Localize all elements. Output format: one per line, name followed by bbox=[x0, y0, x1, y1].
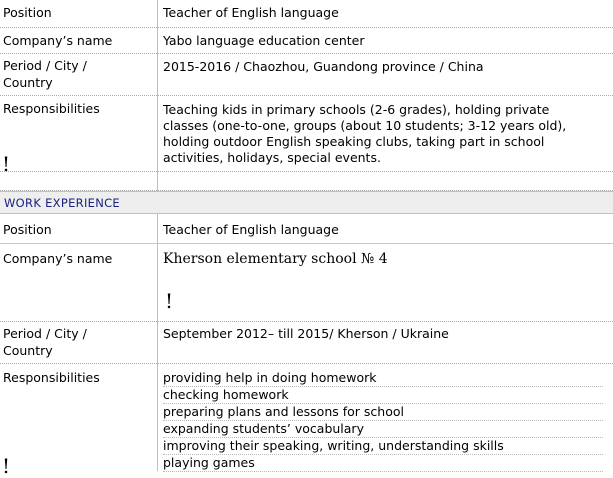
company-label: Company’s name bbox=[3, 251, 113, 266]
company-value: Kherson elementary school № 4 bbox=[163, 251, 388, 267]
period-label-line1: Period / City / bbox=[3, 58, 87, 73]
position-value: Teacher of English language bbox=[163, 222, 339, 237]
responsibilities-label: Responsibilities bbox=[3, 370, 100, 385]
period-label-line1: Period / City / bbox=[3, 326, 87, 341]
table-row bbox=[0, 54, 613, 96]
table-row bbox=[0, 0, 613, 28]
period-label-line2: Country bbox=[3, 75, 53, 90]
responsibility-line: holding outdoor English speaking clubs, taking part in school bbox=[163, 134, 545, 149]
table-row bbox=[0, 364, 613, 478]
period-value: 2015-2016 / Chaozhou, Guandong province / China bbox=[163, 59, 484, 74]
list-item: preparing plans and lessons for school bbox=[163, 404, 603, 421]
table-row bbox=[0, 322, 613, 364]
responsibilities-text bbox=[163, 102, 566, 166]
position-value: Teacher of English language bbox=[163, 5, 339, 20]
responsibilities-list bbox=[163, 370, 603, 472]
list-item: providing help in doing homework bbox=[163, 370, 603, 387]
list-item: playing games bbox=[163, 455, 603, 472]
table-row bbox=[0, 96, 613, 176]
period-value: September 2012– till 2015/ Kherson / Ukraine bbox=[163, 326, 449, 341]
section-title: WORK EXPERIENCE bbox=[4, 196, 121, 210]
table-row bbox=[0, 28, 613, 54]
exclamation-mark: ! bbox=[2, 454, 11, 478]
list-item: improving their speaking, writing, understanding skills bbox=[163, 438, 603, 455]
responsibility-line: activities, holidays, special events. bbox=[163, 150, 381, 165]
table-row bbox=[0, 172, 613, 191]
company-value: Yabo language education center bbox=[163, 33, 365, 48]
exclamation-mark: ! bbox=[2, 152, 11, 176]
list-item: expanding students’ vocabulary bbox=[163, 421, 603, 438]
position-label: Position bbox=[3, 5, 52, 20]
responsibility-line: Teaching kids in primary schools (2-6 grades), holding private bbox=[163, 102, 550, 117]
exclamation-mark: ! bbox=[165, 289, 174, 313]
position-label: Position bbox=[3, 222, 52, 237]
table-row bbox=[0, 244, 613, 322]
section-header bbox=[0, 191, 613, 214]
company-label: Company’s name bbox=[3, 33, 113, 48]
list-item: checking homework bbox=[163, 387, 603, 404]
responsibility-line: classes (one-to-one, groups (about 10 students; 3-12 years old), bbox=[163, 118, 567, 133]
table-row bbox=[0, 214, 613, 244]
responsibilities-label: Responsibilities bbox=[3, 101, 100, 116]
period-label-line2: Country bbox=[3, 343, 53, 358]
